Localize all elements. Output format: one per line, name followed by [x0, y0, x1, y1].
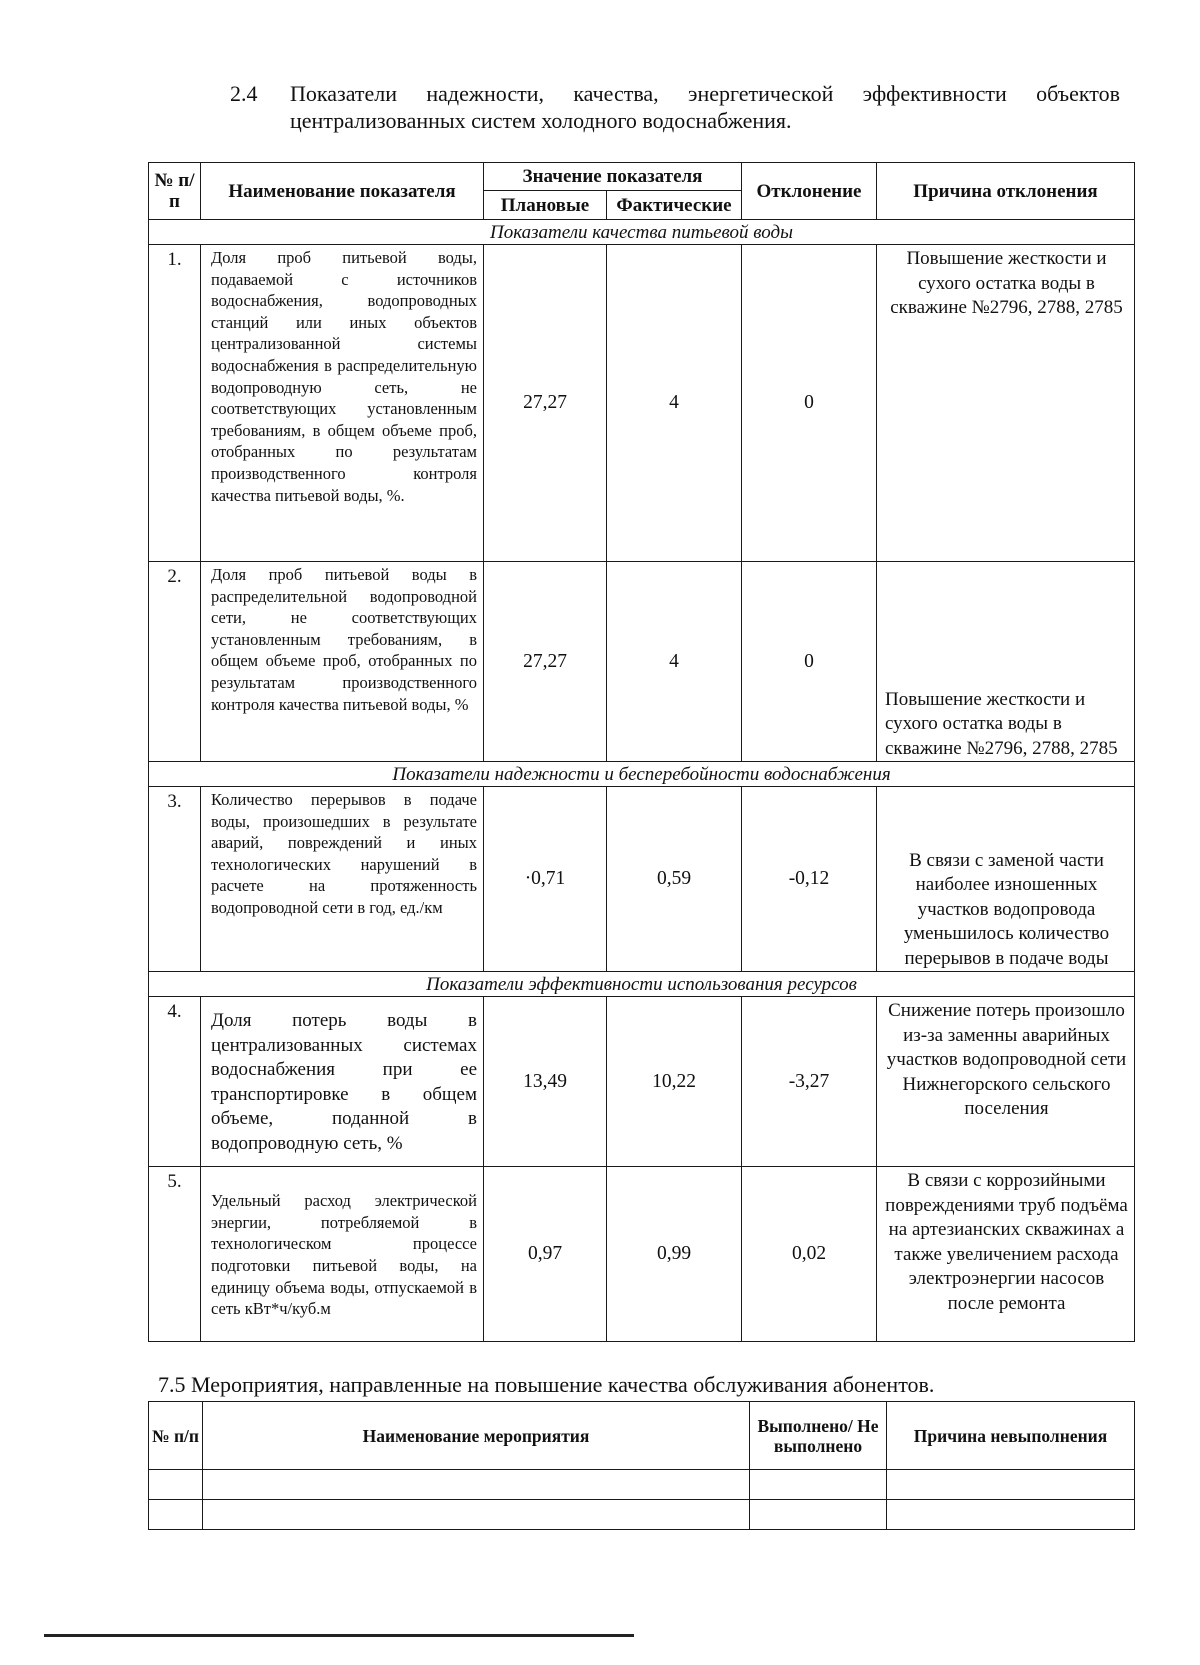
row-actual: 10,22 — [607, 997, 742, 1167]
row-actual: 4 — [607, 562, 742, 762]
section-label: Показатели надежности и бесперебойности водоснабжения — [149, 762, 1135, 787]
header-actual: Фактические — [607, 191, 742, 220]
row-no: 5. — [149, 1167, 201, 1342]
section-row — [149, 220, 1135, 245]
table-header-row — [149, 1402, 1135, 1470]
empty-cell — [887, 1470, 1135, 1500]
table-row — [149, 1167, 1135, 1342]
section-title-line1: Показатели надежности, качества, энергетической эффективности объектов — [290, 81, 1120, 106]
header-deviation: Отклонение — [742, 163, 877, 220]
section-title-line2: централизованных систем холодного водоснабжения. — [290, 108, 792, 133]
row-reason: Повышение жесткости и сухого остатка воды в скважине №2796, 2788, 2785 — [877, 562, 1135, 762]
row-deviation: 0 — [742, 562, 877, 762]
header-failure-reason: Причина невыполнения — [887, 1402, 1135, 1470]
header-name: Наименование показателя — [201, 163, 484, 220]
header-no: № п/п — [149, 1402, 203, 1470]
empty-cell — [750, 1470, 887, 1500]
section-row — [149, 762, 1135, 787]
measures-table — [148, 1401, 1135, 1530]
row-planned: 13,49 — [484, 997, 607, 1167]
header-done: Выполнено/ Не выполнено — [750, 1402, 887, 1470]
row-planned: ·0,71 — [484, 787, 607, 972]
table-row — [149, 787, 1135, 972]
row-reason: В связи с коррозийными повреждениями труб подъёма на артезианских скважинах а также увеличением расхода электроэнергии насосов после ремонта — [877, 1167, 1135, 1342]
row-actual: 0,59 — [607, 787, 742, 972]
table-row — [149, 1470, 1135, 1500]
table-row — [149, 1500, 1135, 1530]
empty-cell — [203, 1500, 750, 1530]
header-planned: Плановые — [484, 191, 607, 220]
row-name: Количество перерывов в подаче воды, произошедших в результате аварий, повреждений и иных технологических нарушений в расчете на протяженность водопроводной сети в год, ед./км — [201, 787, 484, 972]
row-name: Доля проб питьевой воды в распределительной водопроводной сети, не соответствующих установленным требованиям, в общем объеме проб, отобранных по результатам производственного контроля качества питьевой воды, % — [201, 562, 484, 762]
row-planned: 0,97 — [484, 1167, 607, 1342]
row-no: 2. — [149, 562, 201, 762]
row-reason: Повышение жесткости и сухого остатка воды в скважине №2796, 2788, 2785 — [877, 245, 1135, 562]
section-number: 2.4 — [230, 81, 258, 106]
empty-cell — [750, 1500, 887, 1530]
header-value-group: Значение показателя — [484, 163, 742, 191]
footnote-divider — [44, 1634, 634, 1637]
table-row — [149, 562, 1135, 762]
section-label: Показатели эффективности использования ресурсов — [149, 972, 1135, 997]
indicators-table — [148, 162, 1135, 1342]
row-deviation: 0 — [742, 245, 877, 562]
empty-cell — [887, 1500, 1135, 1530]
row-planned: 27,27 — [484, 562, 607, 762]
section-label: Показатели качества питьевой воды — [149, 220, 1135, 245]
row-no: 1. — [149, 245, 201, 562]
row-planned: 27,27 — [484, 245, 607, 562]
table-header-row — [149, 163, 1135, 191]
row-deviation: -0,12 — [742, 787, 877, 972]
empty-cell — [203, 1470, 750, 1500]
empty-cell — [149, 1500, 203, 1530]
section-row — [149, 972, 1135, 997]
table-row — [149, 245, 1135, 562]
header-measure-name: Наименование мероприятия — [203, 1402, 750, 1470]
header-no: № п/п — [149, 163, 201, 220]
row-no: 3. — [149, 787, 201, 972]
row-deviation: 0,02 — [742, 1167, 877, 1342]
row-actual: 0,99 — [607, 1167, 742, 1342]
row-no: 4. — [149, 997, 201, 1167]
row-name: Доля потерь воды в централизованных системах водоснабжения при ее транспортировке в общем объеме, поданной в водопроводную сеть, % — [201, 997, 484, 1167]
section-75-title: 7.5 Мероприятия, направленные на повышение качества обслуживания абонентов. — [158, 1372, 935, 1397]
row-actual: 4 — [607, 245, 742, 562]
header-reason: Причина отклонения — [877, 163, 1135, 220]
row-name: Удельный расход электрической энергии, потребляемой в технологическом процессе подготовки питьевой воды, на единицу объема воды, отпускаемой в сеть кВт*ч/куб.м — [201, 1167, 484, 1342]
empty-cell — [149, 1470, 203, 1500]
row-deviation: -3,27 — [742, 997, 877, 1167]
row-name: Доля проб питьевой воды, подаваемой с источников водоснабжения, водопроводных станций или иных объектов централизованной системы водоснабжения в распределительную водопроводную сеть, не соответствующих установленным требованиям, в общем объеме проб, отобранных по результатам производственного контроля качества питьевой воды, %. — [201, 245, 484, 562]
row-reason: Снижение потерь произошло из-за заменны аварийных участков водопроводной сети Нижнегорского сельского поселения — [877, 997, 1135, 1167]
table-row — [149, 997, 1135, 1167]
row-reason: В связи с заменой части наиболее изношенных участков водопровода уменьшилось количество перерывов в подаче воды — [877, 787, 1135, 972]
